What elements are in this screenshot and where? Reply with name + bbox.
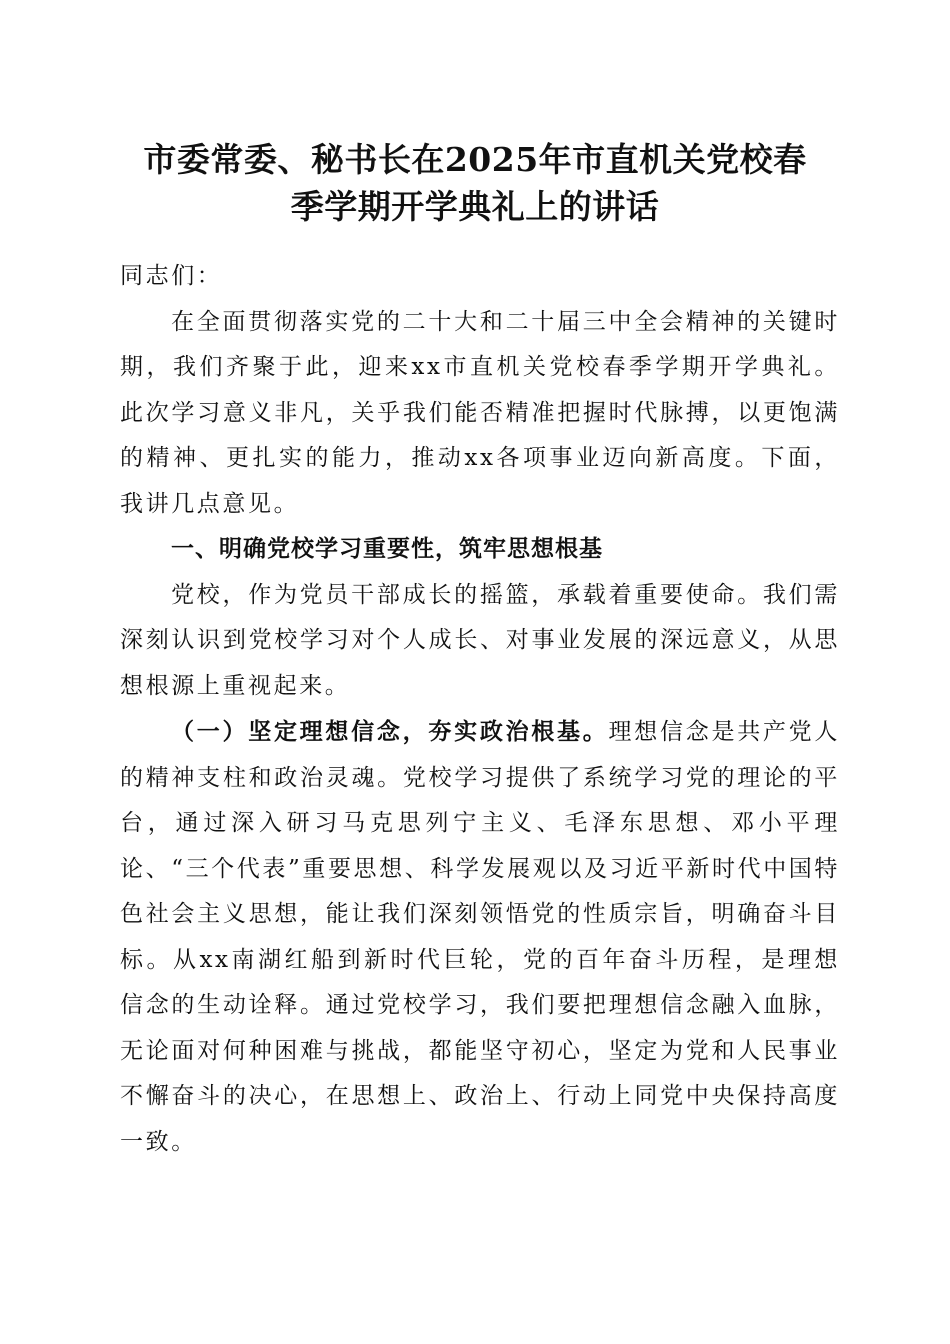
section-1-paragraph: 党校，作为党员干部成长的摇篮，承载着重要使命。我们需深刻认识到党校学习对个人成长、对事业发展的深远意义，从思想根源上重视起来。 <box>120 581 840 699</box>
title-line-1: 市委常委、秘书长在2025年市直机关党校春 <box>143 140 807 179</box>
subsection-1-text: 理想信念是共产党人的精神支柱和政治灵魂。党校学习提供了系统学习党的理论的平台，通过深入研习马克思列宁主义、毛泽东思想、邓小平理论、“三个代表”重要思想、科学发展观以及习近平新时代中国特色社会主义思想，能让我们深刻领悟党的性质宗旨，明确奋斗目标。从xx南湖红船到新时代巨轮，党的百年奋斗历程，是理想信念的生动诠释。通过党校学习，我们要把理想信念融入血脉，无论面对何种困难与挑战，都能坚守初心，坚定为党和人民事业不懈奋斗的决心，在思想上、政治上、行动上同党中央保持高度一致。 <box>120 719 841 1155</box>
section-1-heading: 一、明确党校学习重要性，筑牢思想根基 <box>171 536 603 562</box>
subsection-1-lead: （一）坚定理想信念，夯实政治根基。 <box>171 718 609 745</box>
salutation: 同志们： <box>120 263 223 289</box>
title-line-2: 季学期开学典礼上的讲话 <box>290 187 660 226</box>
document-title <box>100 136 850 230</box>
document-body <box>120 254 840 1165</box>
intro-paragraph: 在全面贯彻落实党的二十大和二十届三中全会精神的关键时期，我们齐聚于此，迎来xx市直机关党校春季学期开学典礼。此次学习意义非凡，关乎我们能否精准把握时代脉搏，以更饱满的精神、更扎实的能力，推动xx各项事业迈向新高度。下面，我讲几点意见。 <box>120 308 840 517</box>
subsection-1-paragraph <box>120 709 840 1165</box>
